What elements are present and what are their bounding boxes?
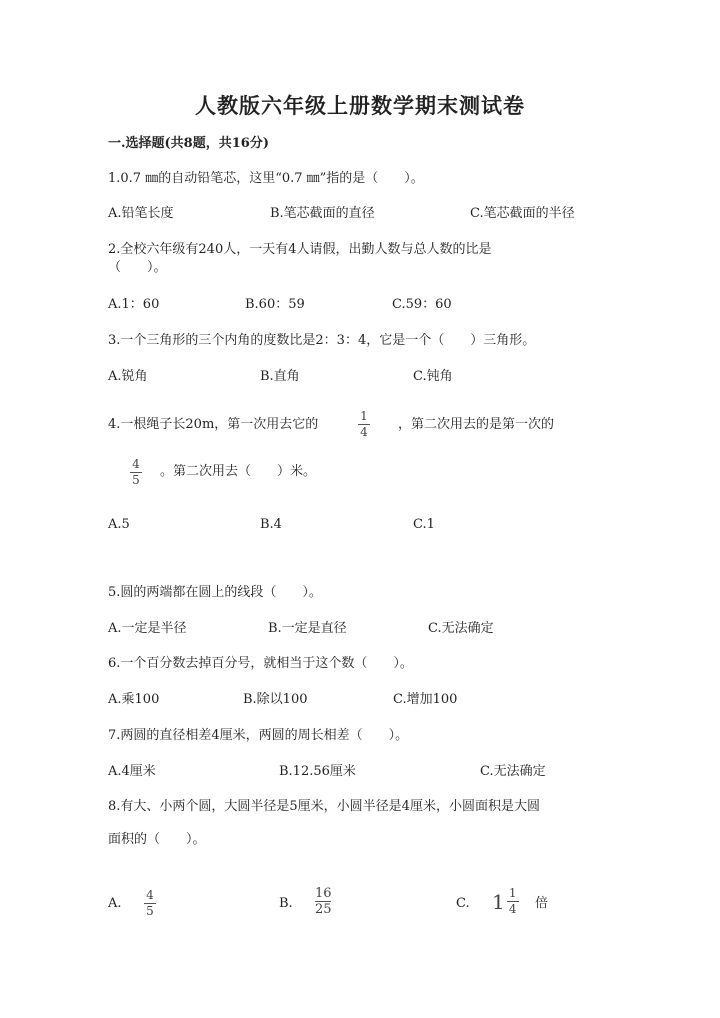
question-8-option-a-label: A.	[108, 896, 122, 911]
mixed-number-whole: 1	[492, 889, 505, 914]
question-2-option-a: A.1：60	[108, 297, 160, 312]
question-1-option-c: C.笔芯截面的半径	[470, 206, 575, 221]
question-1-option-a: A.铅笔长度	[108, 206, 174, 221]
question-4-option-a: A.5	[108, 517, 130, 532]
question-4-fraction-1	[358, 410, 370, 439]
fraction-numerator: 4	[146, 888, 154, 902]
question-6-option-a: A.乘100	[108, 692, 160, 707]
question-1-option-b: B.笔芯截面的直径	[270, 206, 375, 221]
question-2-stem-line1: 2.全校六年级有240人，一天有4人请假，出勤人数与总人数的比是	[108, 242, 492, 257]
section-heading: 一.选择题(共8题，共16分)	[108, 136, 269, 151]
question-8-option-a-fraction	[144, 889, 156, 918]
page-title: 人教版六年级上册数学期末测试卷	[195, 93, 525, 118]
question-8-option-b-fraction	[315, 887, 332, 916]
question-7-stem: 7.两圆的直径相差4厘米，两圆的周长相差（ ）。	[108, 728, 409, 743]
question-6-option-b: B.除以100	[243, 692, 308, 707]
question-5-option-c: C.无法确定	[428, 621, 494, 636]
fraction-numerator: 4	[132, 457, 140, 471]
fraction-numerator: 1	[508, 886, 517, 900]
question-3-stem: 3.一个三角形的三个内角的度数比是2：3：4，它是一个（ ）三角形。	[108, 333, 536, 348]
question-8-option-c-mixed-number	[492, 887, 519, 916]
question-3-option-c: C.钝角	[413, 369, 453, 384]
question-4-stem-part2: ，第二次用去的是第一次的	[398, 417, 555, 432]
question-8-option-c-unit: 倍	[535, 896, 549, 911]
question-8-option-b-label: B.	[279, 896, 293, 911]
question-3-option-a: A.锐角	[108, 369, 148, 384]
question-5-stem: 5.圆的两端都在圆上的线段（ ）。	[108, 585, 322, 600]
question-1-stem: 1.0.7 ㎜的自动铅笔芯，这里“0.7 ㎜”指的是（ ）。	[108, 171, 424, 186]
question-8-stem-line2: 面积的（ ）。	[108, 832, 206, 847]
question-7-option-a: A.4厘米	[108, 764, 156, 779]
question-5-option-b: B.一定是直径	[268, 621, 347, 636]
question-6-option-c: C.增加100	[393, 692, 458, 707]
question-8-option-c-label: C.	[456, 896, 470, 911]
question-5-option-a: A.一定是半径	[108, 621, 187, 636]
question-4-fraction-2	[130, 458, 142, 487]
question-2-stem-line2: （ ）。	[108, 260, 167, 275]
question-2-option-b: B.60：59	[245, 297, 305, 312]
question-4-option-c: C.1	[413, 517, 435, 532]
fraction-denominator: 5	[146, 904, 154, 918]
question-6-stem: 6.一个百分数去掉百分号，就相当于这个数（ ）。	[108, 656, 413, 671]
mixed-number-fraction	[507, 887, 519, 916]
fraction-denominator: 5	[132, 473, 140, 487]
question-4-stem-part1: 4.一根绳子长20m，第一次用去它的	[108, 417, 319, 432]
fraction-denominator: 4	[508, 902, 517, 916]
fraction-numerator: 1	[360, 409, 368, 423]
fraction-denominator: 25	[315, 902, 332, 917]
question-4-stem-part3: 。第二次用去（ ）米。	[160, 464, 317, 479]
question-7-option-c: C.无法确定	[480, 764, 546, 779]
fraction-numerator: 16	[315, 886, 332, 901]
question-3-option-b: B.直角	[260, 369, 300, 384]
fraction-denominator: 4	[360, 425, 368, 439]
question-4-option-b: B.4	[260, 517, 282, 532]
question-8-stem-line1: 8.有大、小两个圆，大圆半径是5厘米，小圆半径是4厘米，小圆面积是大圆	[108, 799, 540, 814]
question-2-option-c: C.59：60	[392, 297, 452, 312]
question-7-option-b: B.12.56厘米	[279, 764, 356, 779]
